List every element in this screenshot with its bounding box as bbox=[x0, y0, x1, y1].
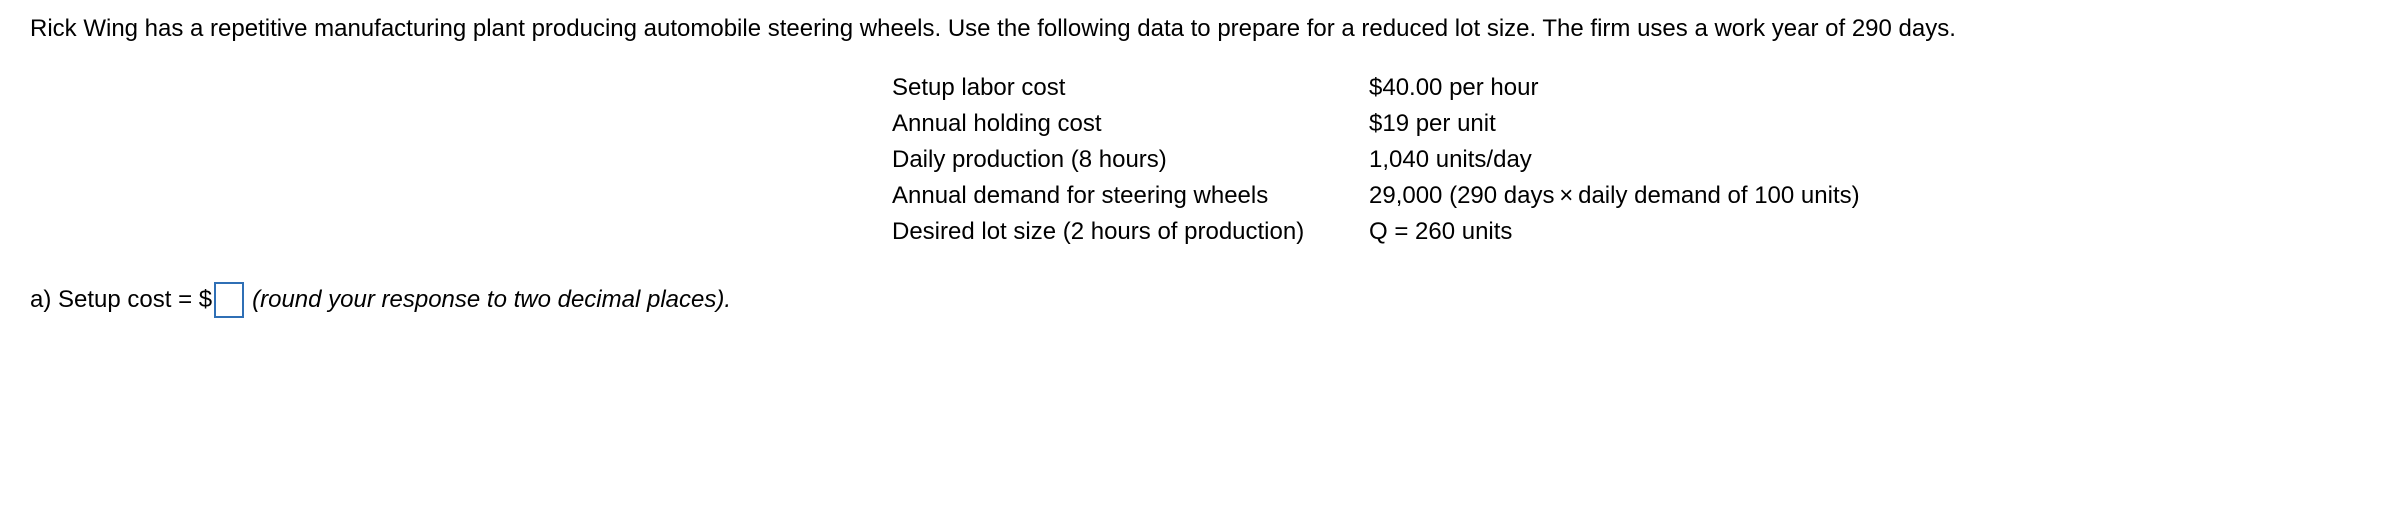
row-label: Daily production (8 hours) bbox=[892, 146, 1167, 173]
table-row bbox=[892, 142, 1860, 178]
setup-cost-answer-input[interactable] bbox=[214, 282, 244, 318]
row-value: 1,040 units/day bbox=[1369, 146, 1532, 173]
row-value: 29,000 (290 days × daily demand of 100 units) bbox=[1369, 182, 1860, 209]
table-row bbox=[892, 106, 1860, 142]
row-label: Annual demand for steering wheels bbox=[892, 182, 1269, 209]
table-row bbox=[892, 214, 1860, 250]
table-row bbox=[892, 178, 1860, 214]
row-label: Desired lot size (2 hours of production) bbox=[892, 218, 1305, 245]
row-value: Q = 260 units bbox=[1369, 218, 1513, 245]
row-label: Setup labor cost bbox=[892, 74, 1066, 101]
question-a-prefix: a) Setup cost = $ bbox=[30, 286, 213, 313]
rounding-instruction: (round your response to two decimal places). bbox=[252, 286, 732, 313]
row-value: $19 per unit bbox=[1369, 110, 1496, 137]
row-value: $40.00 per hour bbox=[1369, 74, 1539, 101]
table-row bbox=[892, 70, 1860, 106]
question-a bbox=[30, 280, 731, 320]
row-label: Annual holding cost bbox=[892, 110, 1102, 137]
given-data-table bbox=[892, 70, 1860, 250]
problem-statement: Rick Wing has a repetitive manufacturing plant producing automobile steering wheels. Use the following data to prepare for a reduced lot size. The firm uses a work year of 290 days. bbox=[30, 15, 1956, 42]
